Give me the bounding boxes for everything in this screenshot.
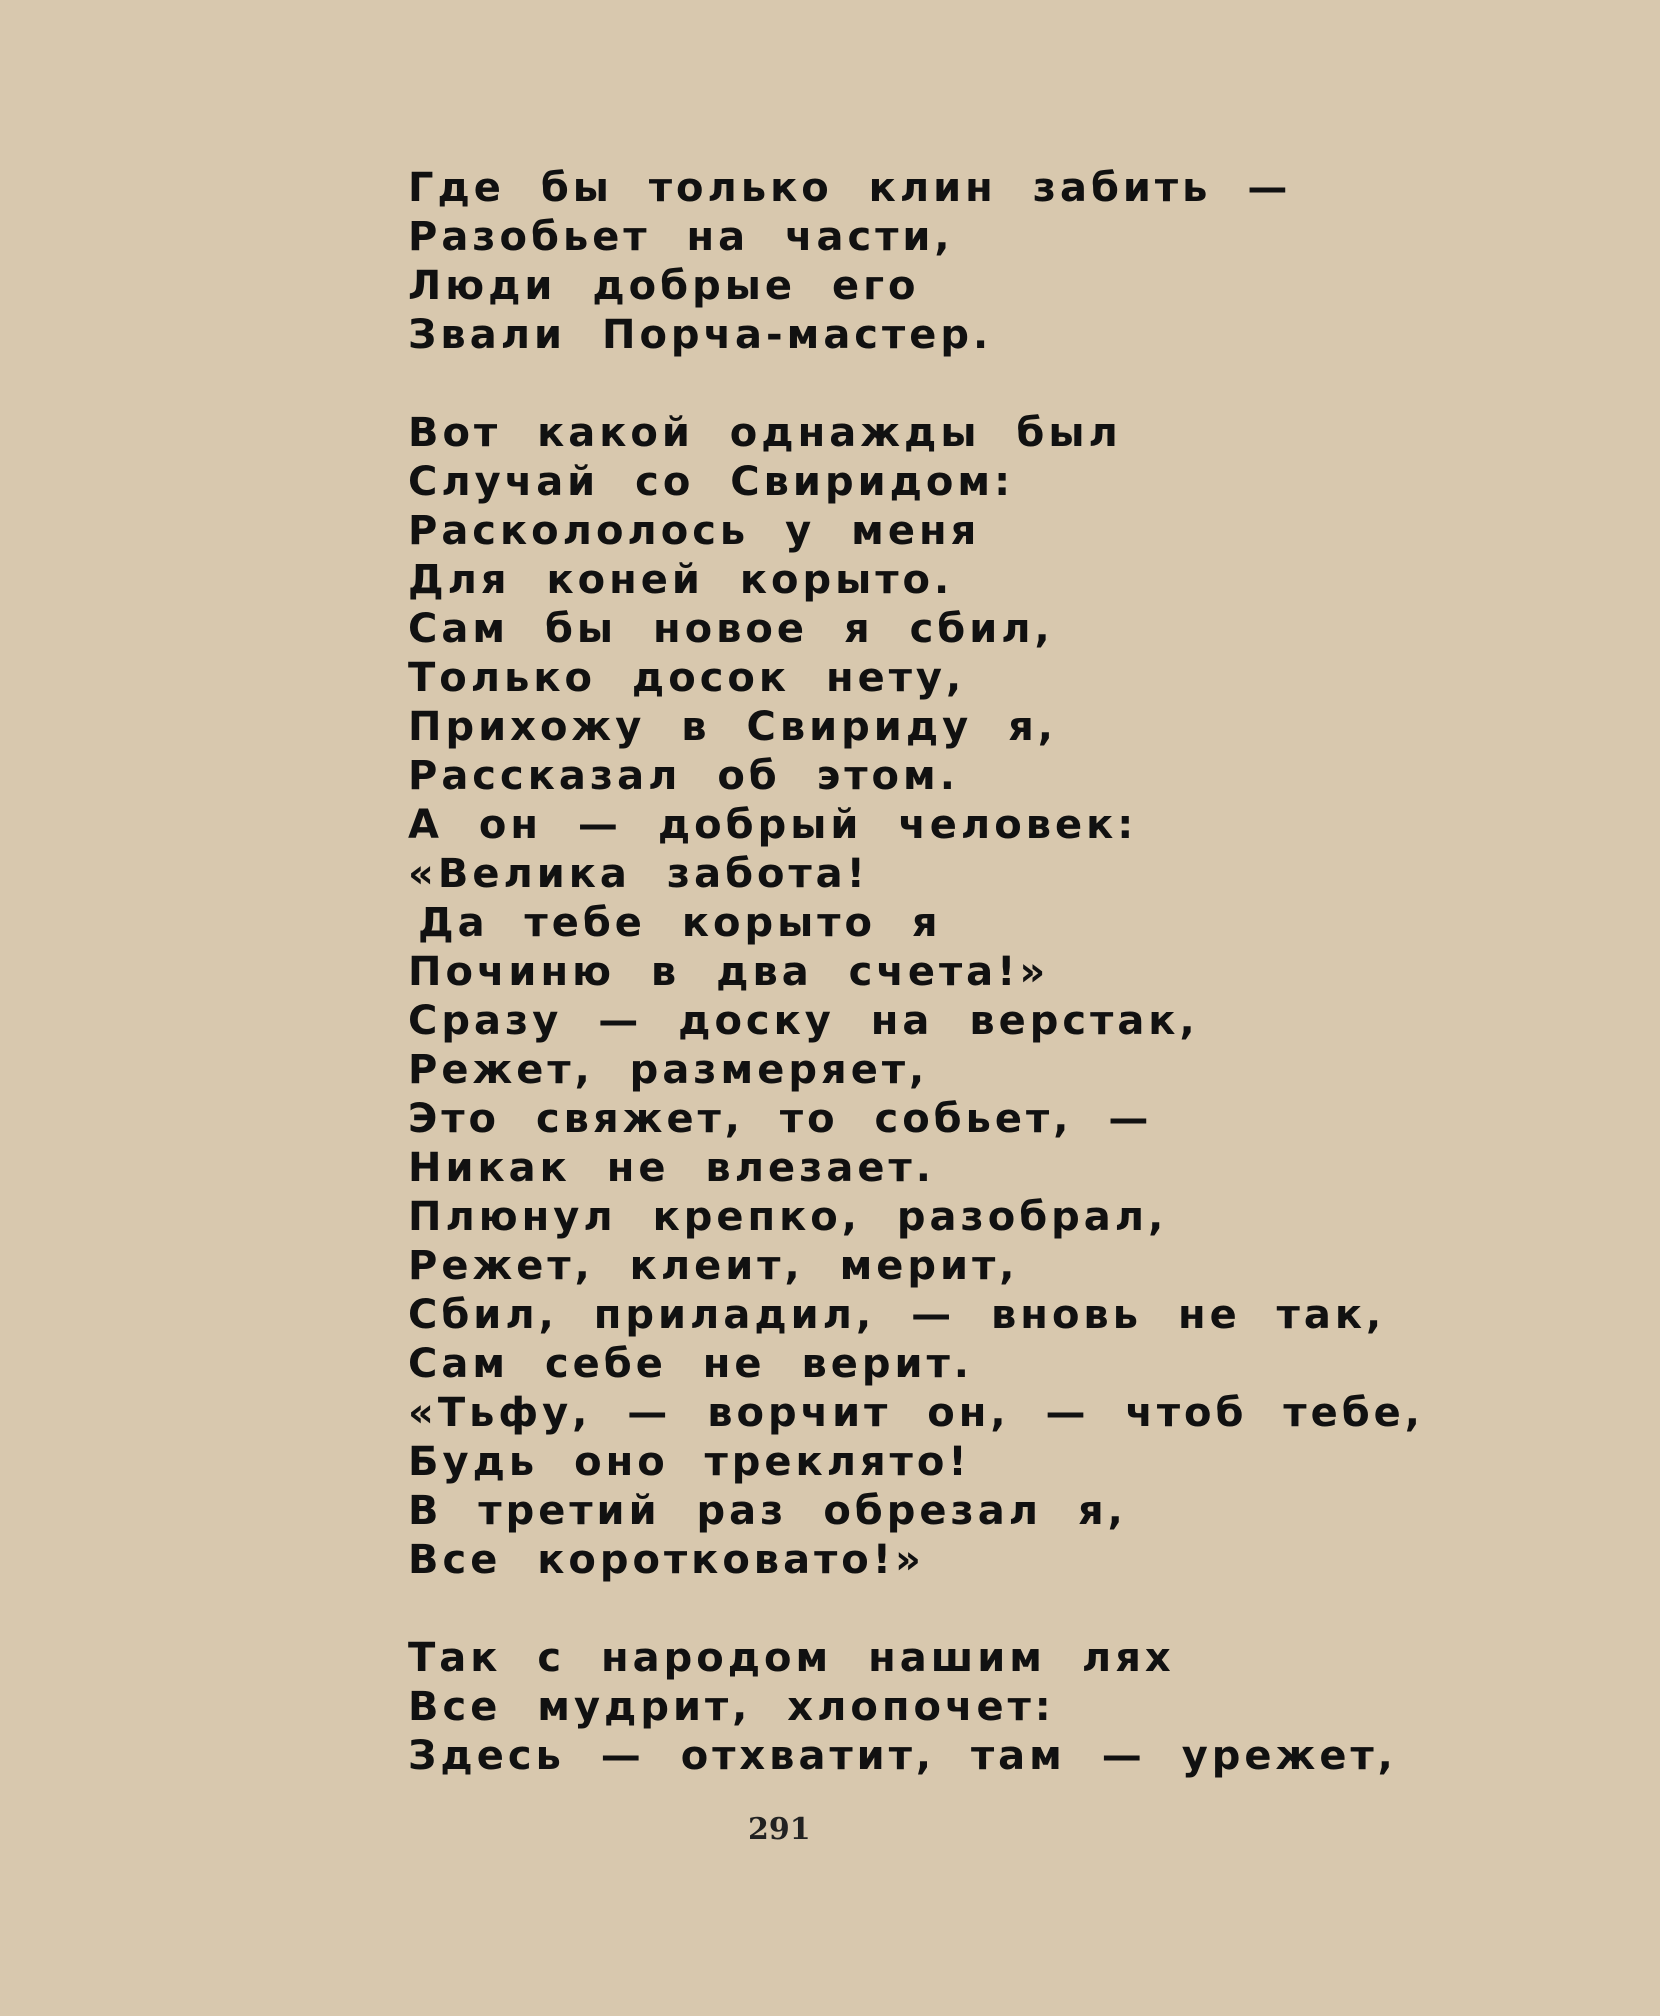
poem-line: Раскололось у меня xyxy=(408,508,981,554)
page-number: 291 xyxy=(748,1812,811,1847)
poem-line: А он — добрый человек: xyxy=(408,802,1138,848)
poem-line: Случай со Свиридом: xyxy=(408,459,1015,505)
poem-line: Все мудрит, хлопочет: xyxy=(408,1684,1055,1730)
poem-line: Для коней корыто. xyxy=(408,557,954,603)
poem-line: Сам бы новое я сбил, xyxy=(408,606,1054,652)
poem-line: Звали Порча-мастер. xyxy=(408,312,993,358)
poem-line: Будь оно треклято! xyxy=(408,1439,971,1485)
poem-line: Разобьет на части, xyxy=(408,214,954,260)
poem-line: Это свяжет, то собьет, — xyxy=(408,1096,1153,1142)
poem-line: Где бы только клин забить — xyxy=(408,165,1292,211)
poem-line: Сбил, приладил, — вновь не так, xyxy=(408,1292,1386,1338)
poem-line: «Велика забота! xyxy=(408,851,869,897)
poem-line: Здесь — отхватит, там — урежет, xyxy=(408,1733,1397,1779)
poem-line: Починю в два счета!» xyxy=(408,949,1050,995)
poem-line: Да тебе корыто я xyxy=(418,900,942,946)
poem-line: Прихожу в Свириду я, xyxy=(408,704,1057,750)
poem-line: Все коротковато!» xyxy=(408,1537,925,1583)
poem-line: Только досок нету, xyxy=(408,655,966,701)
poem-line: «Тьфу, — ворчит он, — чтоб тебе, xyxy=(408,1390,1424,1436)
poem-line: Рассказал об этом. xyxy=(408,753,959,799)
poem-line: Вот какой однажды был xyxy=(408,410,1122,456)
poem-line: Сразу — доску на верстак, xyxy=(408,998,1199,1044)
poem-line: Так с народом нашим лях xyxy=(408,1635,1175,1681)
poem-line: В третий раз обрезал я, xyxy=(408,1488,1127,1534)
poem-line: Сам себе не верит. xyxy=(408,1341,973,1387)
poem-line: Никак не влезает. xyxy=(408,1145,935,1191)
poem-line: Плюнул крепко, разобрал, xyxy=(408,1194,1168,1240)
poem-line: Режет, размеряет, xyxy=(408,1047,929,1093)
poem-line: Люди добрые его xyxy=(408,263,920,309)
poem-line: Режет, клеит, мерит, xyxy=(408,1243,1019,1289)
